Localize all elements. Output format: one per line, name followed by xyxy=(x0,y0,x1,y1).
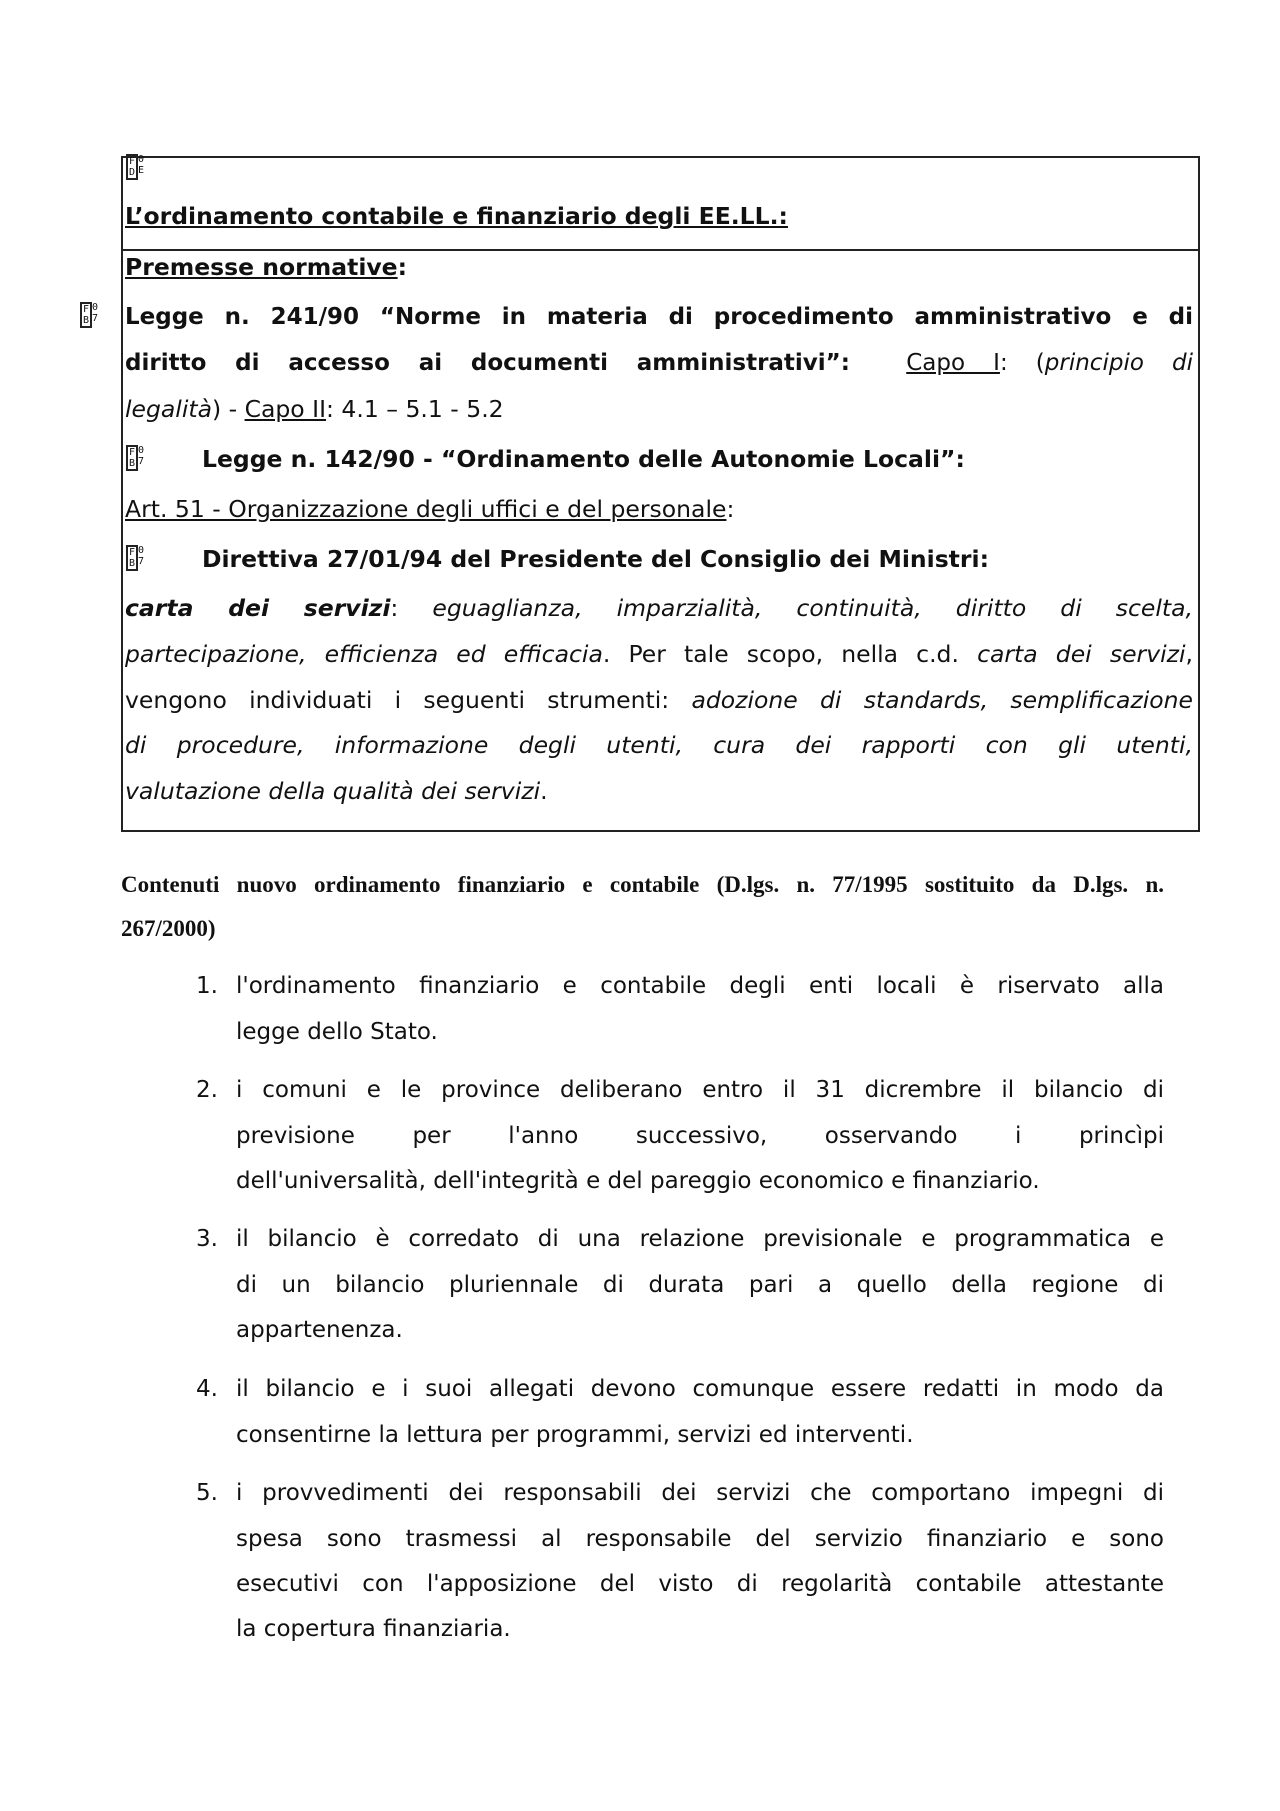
list-number: 2. xyxy=(196,1077,218,1103)
text: legalità xyxy=(125,395,212,423)
legge241-line2 xyxy=(125,348,1193,378)
art51-text: Art. 51 - Organizzazione degli uffici e del personale xyxy=(125,495,727,523)
glyph-char: 7 xyxy=(138,456,145,467)
glyph-char: 7 xyxy=(92,313,99,324)
text: vengono individuati i seguenti strumenti: xyxy=(125,686,692,714)
list-number: 5. xyxy=(196,1480,218,1506)
missing-glyph-icon xyxy=(126,154,144,180)
title-text: L’ordinamento contabile e finanziario degli EE.LL.: xyxy=(125,202,788,230)
list-item-line: i provvedimenti dei responsabili dei servizi che comportano impegni di xyxy=(236,1480,1164,1506)
glyph-char: D xyxy=(129,167,136,178)
glyph-char: 0 xyxy=(138,545,145,556)
glyph-char: E xyxy=(138,165,145,176)
premesse-text: Premesse normative xyxy=(125,253,398,281)
carta-line5 xyxy=(125,776,1193,806)
list-item-line: esecutivi con l'apposizione del visto di regolarità contabile attestante xyxy=(236,1571,1164,1597)
text: , xyxy=(1185,640,1193,668)
text: valutazione della qualità dei servizi xyxy=(125,777,541,805)
list-number: 4. xyxy=(196,1376,218,1402)
table-row-divider xyxy=(121,249,1198,251)
capo-ii: Capo II xyxy=(244,395,327,423)
list-number: 3. xyxy=(196,1226,218,1252)
list-item-line: di un bilancio pluriennale di durata pari a quello della regione di xyxy=(236,1272,1164,1298)
glyph-char: 0 xyxy=(138,445,145,456)
list-item-line: dell'universalità, dell'integrità e del pareggio economico e finanziario. xyxy=(236,1168,1040,1194)
legge142: Legge n. 142/90 - “Ordinamento delle Autonomie Locali”: xyxy=(202,445,965,473)
art51 xyxy=(125,494,1193,524)
text: principio di xyxy=(1044,350,1193,376)
carta-dei-servizi: carta dei servizi xyxy=(125,594,391,622)
glyph-char: 0 xyxy=(138,154,145,165)
premesse-heading xyxy=(125,252,1193,282)
glyph-char: 7 xyxy=(138,556,145,567)
text: carta dei servizi xyxy=(977,640,1186,668)
text: : xyxy=(390,594,433,622)
carta-line1 xyxy=(125,593,1193,623)
list-item-line: legge dello Stato. xyxy=(236,1019,438,1045)
glyph-char: B xyxy=(129,458,136,469)
carta-line4: di procedure, informazione degli utenti, cura dei rapporti con gli utenti, xyxy=(125,731,1193,759)
direttiva: Direttiva 27/01/94 del Presidente del Consiglio dei Ministri: xyxy=(202,545,989,573)
text: ) - xyxy=(211,395,245,423)
capo-i-link: Capo I xyxy=(906,350,1000,376)
glyph-char: F xyxy=(83,304,90,315)
glyph-char: B xyxy=(83,315,90,326)
colon: : xyxy=(726,495,735,523)
carta-line3 xyxy=(125,685,1193,715)
legge241-line3 xyxy=(125,394,1193,424)
bullet-glyph-icon xyxy=(126,445,144,471)
colon: : xyxy=(397,253,408,281)
list-item-line: i comuni e le province deliberano entro il 31 dicrembre il bilancio di xyxy=(236,1077,1164,1103)
text: . xyxy=(540,777,548,805)
glyph-char: F xyxy=(129,447,136,458)
list-item-line: consentirne la lettura per programmi, servizi ed interventi. xyxy=(236,1422,914,1448)
text: partecipazione, efficienza ed efficacia xyxy=(125,640,603,668)
list-item-line: appartenenza. xyxy=(236,1317,403,1343)
legge241-title: diritto di accesso ai documenti amministrativi”: xyxy=(125,350,850,376)
bullet-glyph-icon xyxy=(80,302,98,328)
list-item-line: l'ordinamento finanziario e contabile degli enti locali è riservato alla xyxy=(236,973,1164,999)
carta-line2 xyxy=(125,639,1193,669)
list-item-line: il bilancio è corredato di una relazione previsionale e programmatica e xyxy=(236,1226,1164,1252)
glyph-char: F xyxy=(129,547,136,558)
glyph-char: B xyxy=(129,558,136,569)
text: eguaglianza, imparzialità, continuità, diritto di scelta, xyxy=(432,594,1193,622)
list-item-line: previsione per l'anno successivo, osservando i princìpi xyxy=(236,1123,1164,1149)
section-heading-line1: Contenuti nuovo ordinamento finanziario e contabile (D.lgs. n. 77/1995 sostituito da D.lgs. n. xyxy=(121,872,1164,897)
glyph-char: 0 xyxy=(92,302,99,313)
list-item-line: spesa sono trasmessi al responsabile del servizio finanziario e sono xyxy=(236,1526,1164,1552)
list-item-line: la copertura finanziaria. xyxy=(236,1616,511,1642)
table-title xyxy=(125,201,1193,231)
text: adozione di standards, semplificazione xyxy=(691,686,1193,714)
glyph-char: F xyxy=(129,156,136,167)
list-item-line: il bilancio e i suoi allegati devono comunque essere redatti in modo da xyxy=(236,1376,1164,1402)
legge241-line1: Legge n. 241/90 “Norme in materia di procedimento amministrativo e di xyxy=(125,304,1193,330)
section-heading-line2: 267/2000) xyxy=(121,916,216,941)
bullet-glyph-icon xyxy=(126,545,144,571)
text: . Per tale scopo, nella c.d. xyxy=(602,640,978,668)
text: : 4.1 – 5.1 - 5.2 xyxy=(326,395,504,423)
text: : ( xyxy=(999,350,1045,376)
list-number: 1. xyxy=(196,973,218,999)
